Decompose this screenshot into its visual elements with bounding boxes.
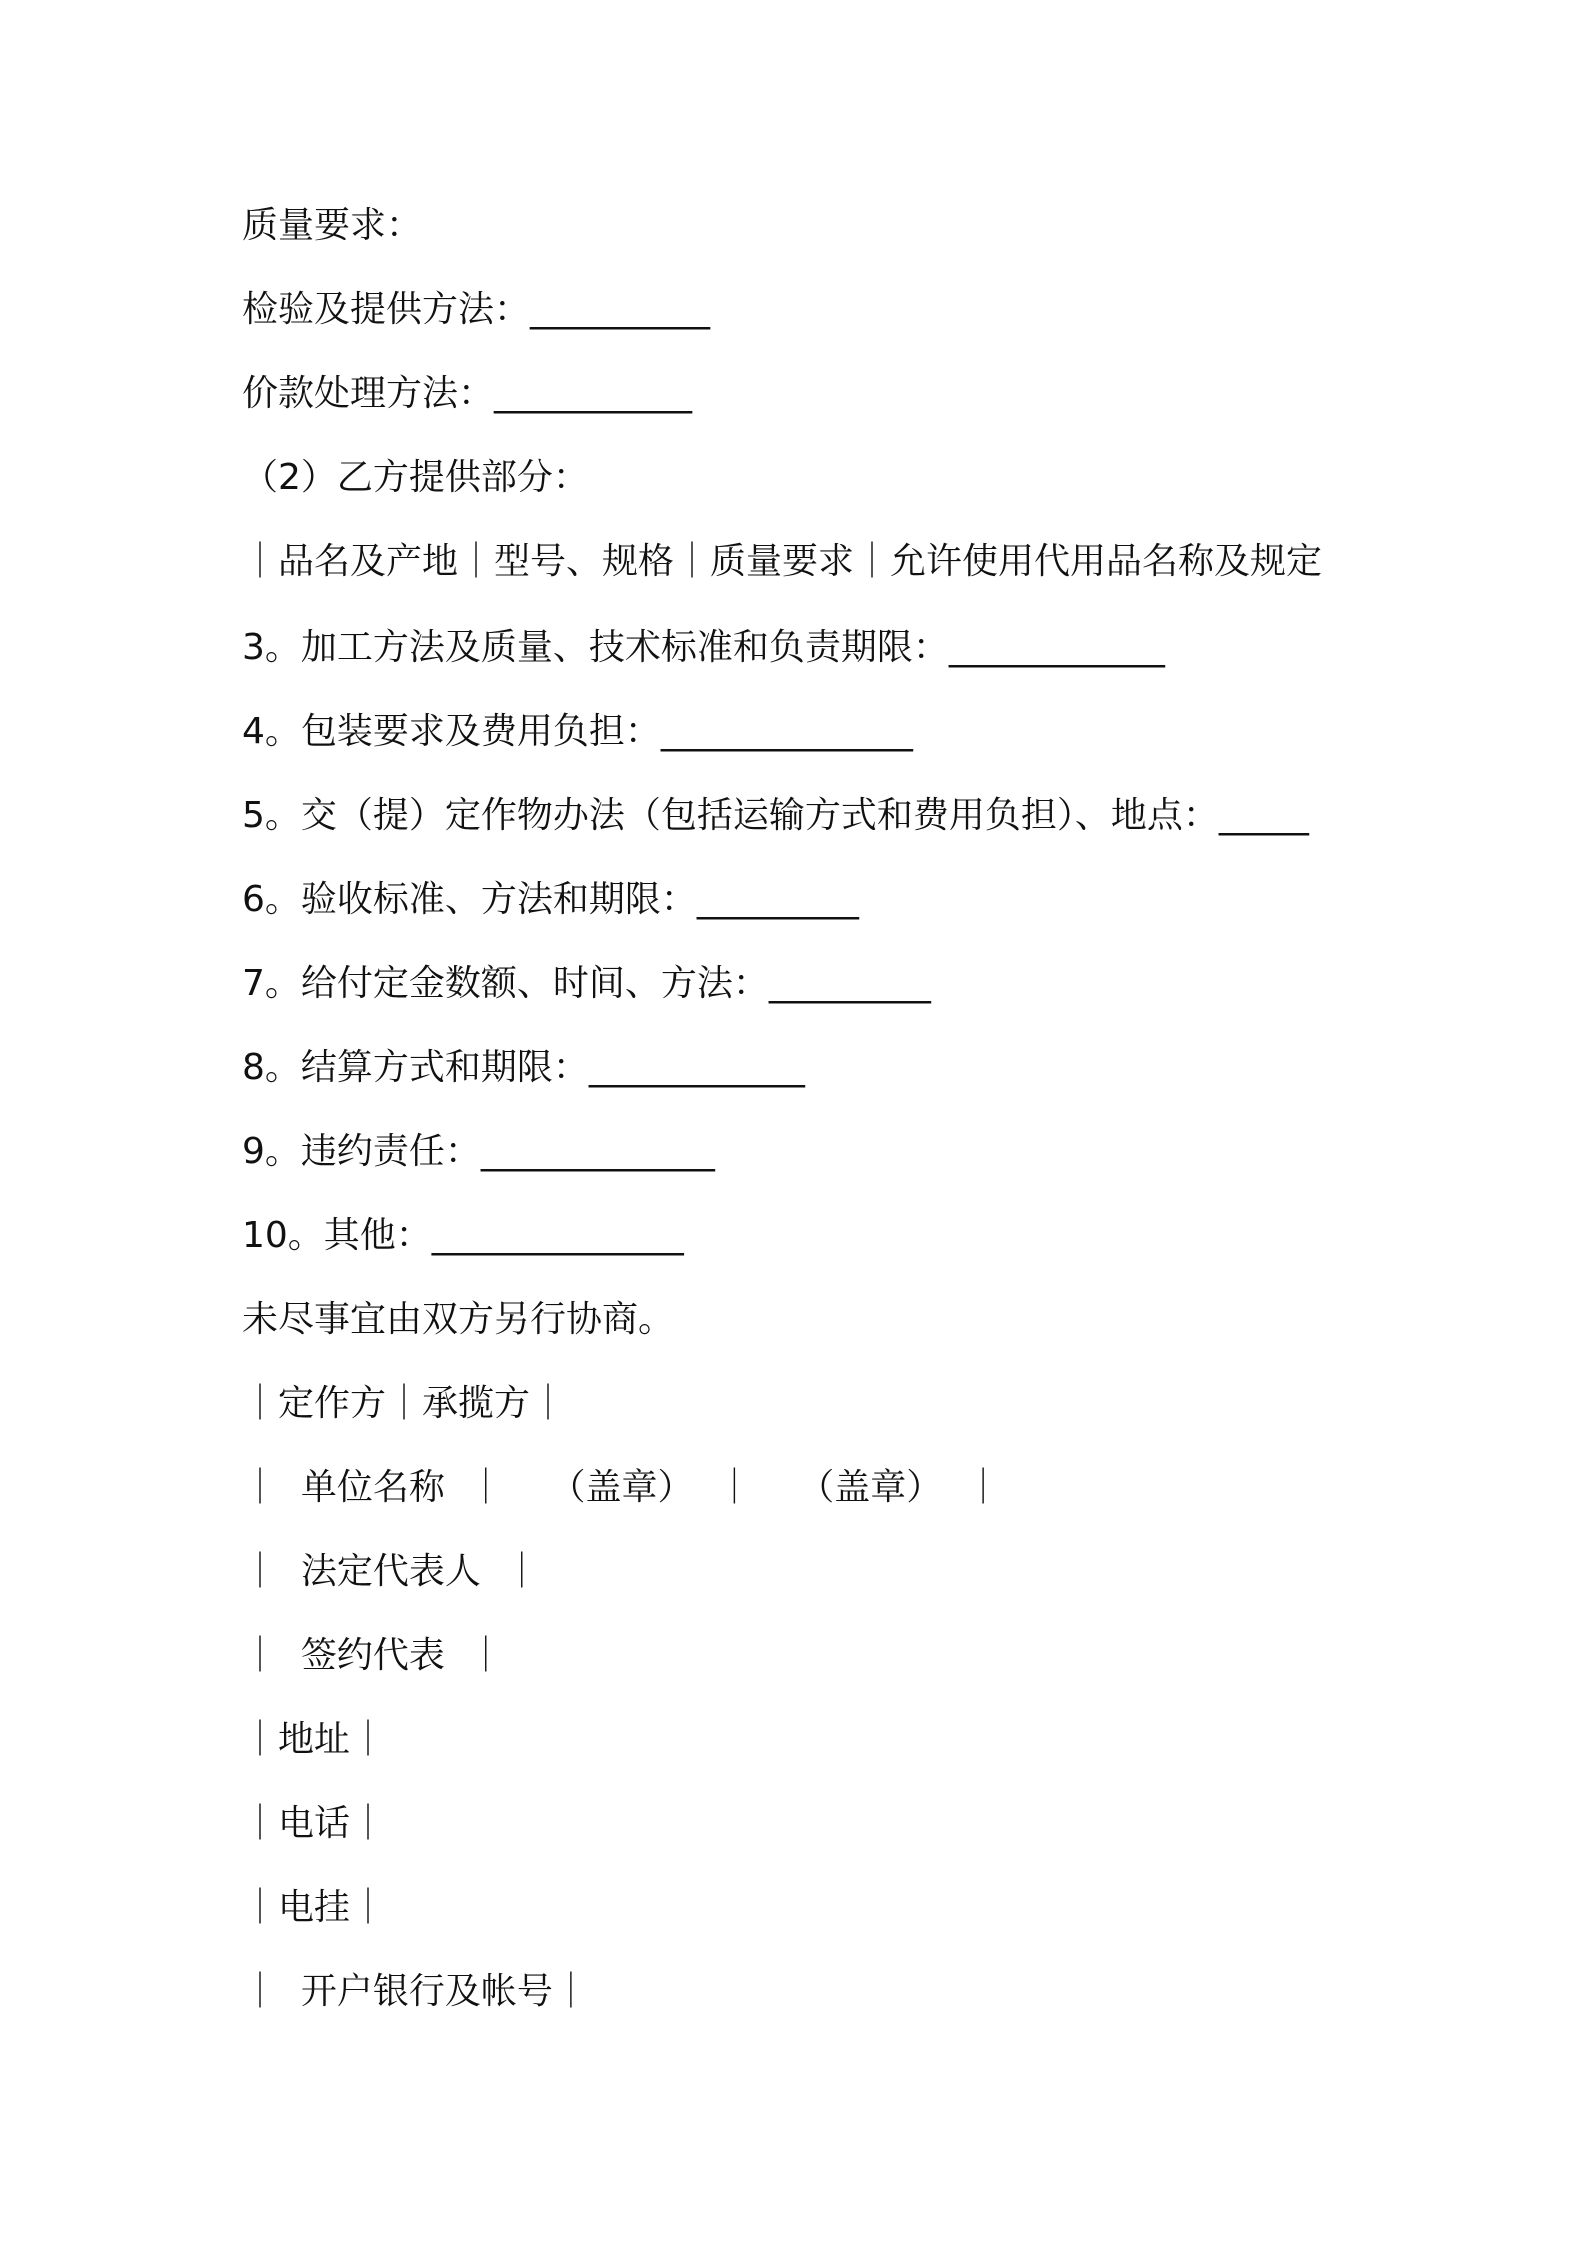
signature-row-legal-rep: ｜ 法定代表人 ｜ [242, 1551, 540, 1592]
quality-requirement-line: 质量要求： [242, 205, 423, 246]
party-b-supply-heading: （2）乙方提供部分： [242, 457, 589, 498]
signature-row-signing-rep: ｜ 签约代表 ｜ [242, 1635, 504, 1676]
payment-handling-line: 价款处理方法：___________ [242, 373, 693, 414]
signature-row-bank-account: ｜ 开户银行及帐号｜ [242, 1971, 589, 2012]
clause-8-settlement: 8。结算方式和期限：____________ [242, 1047, 805, 1088]
clause-7-deposit: 7。给付定金数额、时间、方法：_________ [242, 963, 931, 1004]
material-table-header: ｜品名及产地｜型号、规格｜质量要求｜允许使用代用品名称及规定 [242, 541, 1323, 582]
clause-6-acceptance: 6。验收标准、方法和期限：_________ [242, 879, 859, 920]
inspection-method-line: 检验及提供方法：__________ [242, 289, 711, 330]
clause-3-processing: 3。加工方法及质量、技术标准和负责期限：____________ [242, 627, 1165, 668]
signature-row-phone: ｜电话｜ [242, 1803, 387, 1844]
clause-10-other: 10。其他：______________ [242, 1215, 684, 1256]
clause-4-packaging: 4。包装要求及费用负担：______________ [242, 711, 913, 752]
clause-9-liability: 9。违约责任：_____________ [242, 1131, 715, 1172]
signature-row-address: ｜地址｜ [242, 1719, 387, 1760]
unresolved-matters-line: 未尽事宜由双方另行协商。 [242, 1299, 675, 1340]
signature-row-company: ｜ 单位名称 ｜ （盖章） ｜ （盖章） ｜ [242, 1467, 1002, 1508]
clause-5-delivery: 5。交（提）定作物办法（包括运输方式和费用负担）、地点：_____ [242, 795, 1309, 836]
signature-table-header: ｜定作方｜承揽方｜ [242, 1383, 567, 1424]
signature-row-telegraph: ｜电挂｜ [242, 1887, 387, 1928]
